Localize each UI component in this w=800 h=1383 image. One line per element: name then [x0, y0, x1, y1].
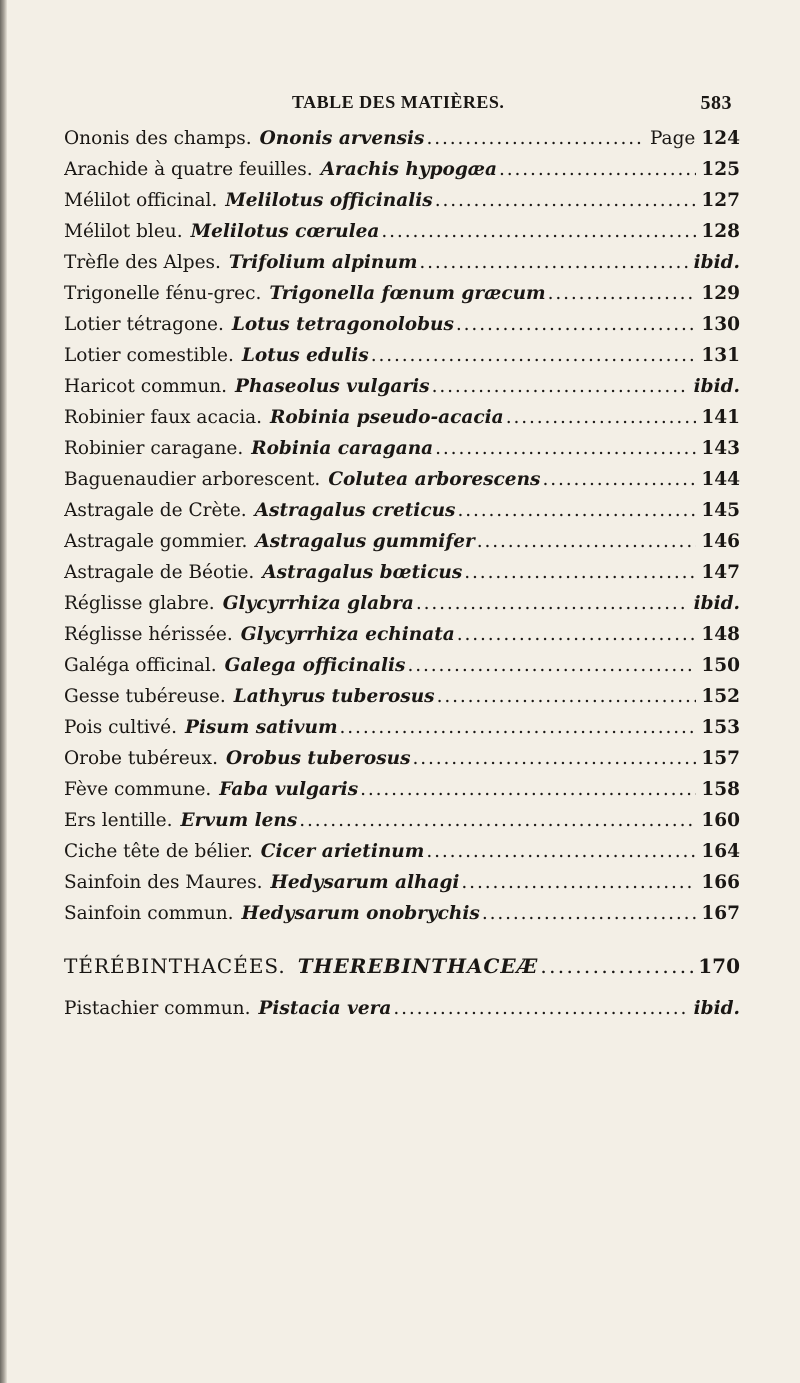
entry-page-number: 146: [701, 531, 740, 552]
dot-leader: [432, 376, 689, 397]
dot-leader: [464, 562, 696, 583]
entry-common-name: Gesse tubéreuse.: [64, 686, 226, 707]
entry-common-name: Orobe tubéreux.: [64, 748, 218, 769]
toc-entry: [64, 314, 740, 345]
entry-common-name: Robinier faux acacia.: [64, 407, 263, 428]
dot-leader: [461, 872, 696, 893]
dot-leader: [426, 841, 696, 862]
entry-page-number: 153: [701, 717, 740, 738]
toc-entry: [64, 128, 740, 159]
toc-entry: [64, 159, 740, 190]
entry-latin-name: Pistacia vera: [258, 998, 392, 1019]
dot-leader: [381, 221, 696, 242]
entry-common-name: Astragale de Béotie.: [64, 562, 255, 583]
toc-entry: [64, 190, 740, 221]
entry-common-name: Astragale gommier.: [64, 531, 248, 552]
dot-leader: [360, 779, 696, 800]
entry-latin-name: Galega officinalis: [224, 655, 406, 676]
dot-leader: [477, 531, 697, 552]
dot-leader: [540, 954, 693, 978]
dot-leader: [393, 998, 688, 1019]
toc-entry: [64, 748, 740, 779]
entry-common-name: Galéga officinal.: [64, 655, 217, 676]
entry-latin-name: Faba vulgaris: [219, 779, 359, 800]
toc-entry: [64, 376, 740, 407]
entry-page-number: ibid.: [693, 593, 740, 614]
section-latin-name: THEREBINTHACEÆ: [297, 954, 539, 978]
dot-leader: [416, 593, 689, 614]
entry-common-name: Pistachier commun.: [64, 998, 251, 1019]
entry-latin-name: Astragalus gummifer: [255, 531, 475, 552]
toc-entry: [64, 810, 740, 841]
toc-entry: [64, 221, 740, 252]
dot-leader: [482, 903, 697, 924]
toc-entry: [64, 345, 740, 376]
toc-entry: [64, 469, 740, 500]
entry-page-number: 160: [701, 810, 740, 831]
entry-latin-name: Lotus edulis: [241, 345, 369, 366]
entry-latin-name: Robinia pseudo-acacia: [270, 407, 504, 428]
entry-page: [650, 128, 740, 149]
entry-common-name: Haricot commun.: [64, 376, 228, 397]
entry-page-number: 158: [701, 779, 740, 800]
entry-page-number: 127: [701, 190, 740, 211]
header-title: TABLE DES MATIÈRES.: [292, 92, 505, 112]
toc-entry: [64, 562, 740, 593]
dot-leader: [457, 500, 696, 521]
entry-common-name: Robinier caragane.: [64, 438, 244, 459]
dot-leader: [542, 469, 696, 490]
entry-page-number: ibid.: [693, 376, 740, 397]
entry-common-name: Ers lentille.: [64, 810, 173, 831]
dot-leader: [548, 283, 697, 304]
entry-latin-name: Ervum lens: [180, 810, 298, 831]
entry-latin-name: Melilotus cœrulea: [190, 221, 380, 242]
entry-common-name: Lotier tétragone.: [64, 314, 224, 335]
entry-latin-name: Phaseolus vulgaris: [235, 376, 430, 397]
entry-common-name: Mélilot bleu.: [64, 221, 183, 242]
entry-page-number: 150: [701, 655, 740, 676]
entry-page-number: 128: [701, 221, 740, 242]
entry-latin-name: Melilotus officinalis: [225, 190, 433, 211]
section-common-name: TÉRÉBINTHACÉES.: [64, 954, 286, 978]
dot-leader: [371, 345, 697, 366]
dot-leader: [299, 810, 696, 831]
entry-common-name: Sainfoin commun.: [64, 903, 234, 924]
section-page-number: 170: [698, 954, 740, 978]
dot-leader: [435, 438, 696, 459]
entry-page-number: 141: [701, 407, 740, 428]
page-label: Page: [649, 128, 696, 149]
entry-common-name: Mélilot officinal.: [64, 190, 218, 211]
entry-latin-name: Orobus tuberosus: [225, 748, 411, 769]
entry-page-number: 167: [701, 903, 740, 924]
entry-common-name: Astragale de Crète.: [64, 500, 247, 521]
running-header: [64, 92, 740, 120]
page: [64, 92, 740, 1029]
dot-leader: [506, 407, 697, 428]
entry-latin-name: Cicer arietinum: [260, 841, 425, 862]
page-edge: [0, 0, 7, 1383]
entry-common-name: Trèfle des Alpes.: [64, 252, 221, 273]
dot-leader: [435, 190, 697, 211]
dot-leader: [419, 252, 688, 273]
toc-entry: [64, 283, 740, 314]
entry-page-number: 143: [701, 438, 740, 459]
entry-latin-name: Robinia caragana: [251, 438, 434, 459]
entry-latin-name: Pisum sativum: [184, 717, 338, 738]
entry-page-number: 124: [701, 128, 740, 149]
entry-common-name: Réglisse glabre.: [64, 593, 215, 614]
toc-entry: [64, 779, 740, 810]
entry-latin-name: Glycyrrhiza echinata: [240, 624, 455, 645]
dot-leader: [413, 748, 697, 769]
entry-latin-name: Lathyrus tuberosus: [233, 686, 435, 707]
entry-common-name: Arachide à quatre feuilles.: [64, 159, 313, 180]
toc-entry: [64, 252, 740, 283]
entry-latin-name: Lotus tetragonolobus: [231, 314, 454, 335]
entry-page-number: 157: [701, 748, 740, 769]
toc-entry: [64, 717, 740, 748]
section-entries: [64, 998, 740, 1029]
dot-leader: [456, 314, 696, 335]
dot-leader: [340, 717, 697, 738]
toc-entry: [64, 998, 740, 1029]
entry-page-number: 130: [701, 314, 740, 335]
entry-page-number: 164: [701, 841, 740, 862]
entry-latin-name: Arachis hypogæa: [320, 159, 498, 180]
entry-page-number: 125: [701, 159, 740, 180]
entry-latin-name: Hedysarum alhagi: [270, 872, 460, 893]
toc-entry: [64, 438, 740, 469]
entry-page-number: 147: [701, 562, 740, 583]
entry-page-number: 148: [701, 624, 740, 645]
toc-entry: [64, 686, 740, 717]
entry-latin-name: Astragalus creticus: [254, 500, 456, 521]
entry-common-name: Fève commune.: [64, 779, 212, 800]
entry-common-name: Lotier comestible.: [64, 345, 234, 366]
dot-leader: [457, 624, 697, 645]
header-page-number: 583: [700, 92, 732, 114]
toc-entry: [64, 872, 740, 903]
entry-latin-name: Trigonella fœnum græcum: [269, 283, 546, 304]
entry-page-number: 145: [701, 500, 740, 521]
entry-page-number: 144: [701, 469, 740, 490]
entry-common-name: Ononis des champs.: [64, 128, 252, 149]
entry-latin-name: Colutea arborescens: [328, 469, 541, 490]
toc-entry: [64, 624, 740, 655]
entry-latin-name: Trifolium alpinum: [228, 252, 418, 273]
entry-common-name: Baguenaudier arborescent.: [64, 469, 321, 490]
dot-leader: [499, 159, 696, 180]
entry-latin-name: Astragalus bœticus: [262, 562, 463, 583]
entry-page-number: 166: [701, 872, 740, 893]
dot-leader: [437, 686, 697, 707]
entry-common-name: Ciche tête de bélier.: [64, 841, 253, 862]
section-heading: [64, 954, 740, 990]
toc-entry: [64, 407, 740, 438]
toc-entry: [64, 841, 740, 872]
entry-common-name: Sainfoin des Maures.: [64, 872, 263, 893]
dot-leader: [407, 655, 696, 676]
entry-page-number: ibid.: [693, 252, 740, 273]
dot-leader: [426, 128, 644, 149]
toc-entry: [64, 903, 740, 934]
entry-page-number: 152: [701, 686, 740, 707]
entry-latin-name: Hedysarum onobrychis: [241, 903, 480, 924]
table-of-contents: [64, 128, 740, 934]
entry-page-number: 129: [701, 283, 740, 304]
entry-common-name: Réglisse hérissée.: [64, 624, 233, 645]
entry-latin-name: Glycyrrhiza glabra: [222, 593, 414, 614]
entry-page-number: ibid.: [693, 998, 740, 1019]
toc-entry: [64, 500, 740, 531]
toc-entry: [64, 531, 740, 562]
entry-page-number: 131: [701, 345, 740, 366]
toc-entry: [64, 593, 740, 624]
entry-common-name: Trigonelle fénu-grec.: [64, 283, 262, 304]
entry-common-name: Pois cultivé.: [64, 717, 177, 738]
entry-latin-name: Ononis arvensis: [259, 128, 425, 149]
toc-entry: [64, 655, 740, 686]
